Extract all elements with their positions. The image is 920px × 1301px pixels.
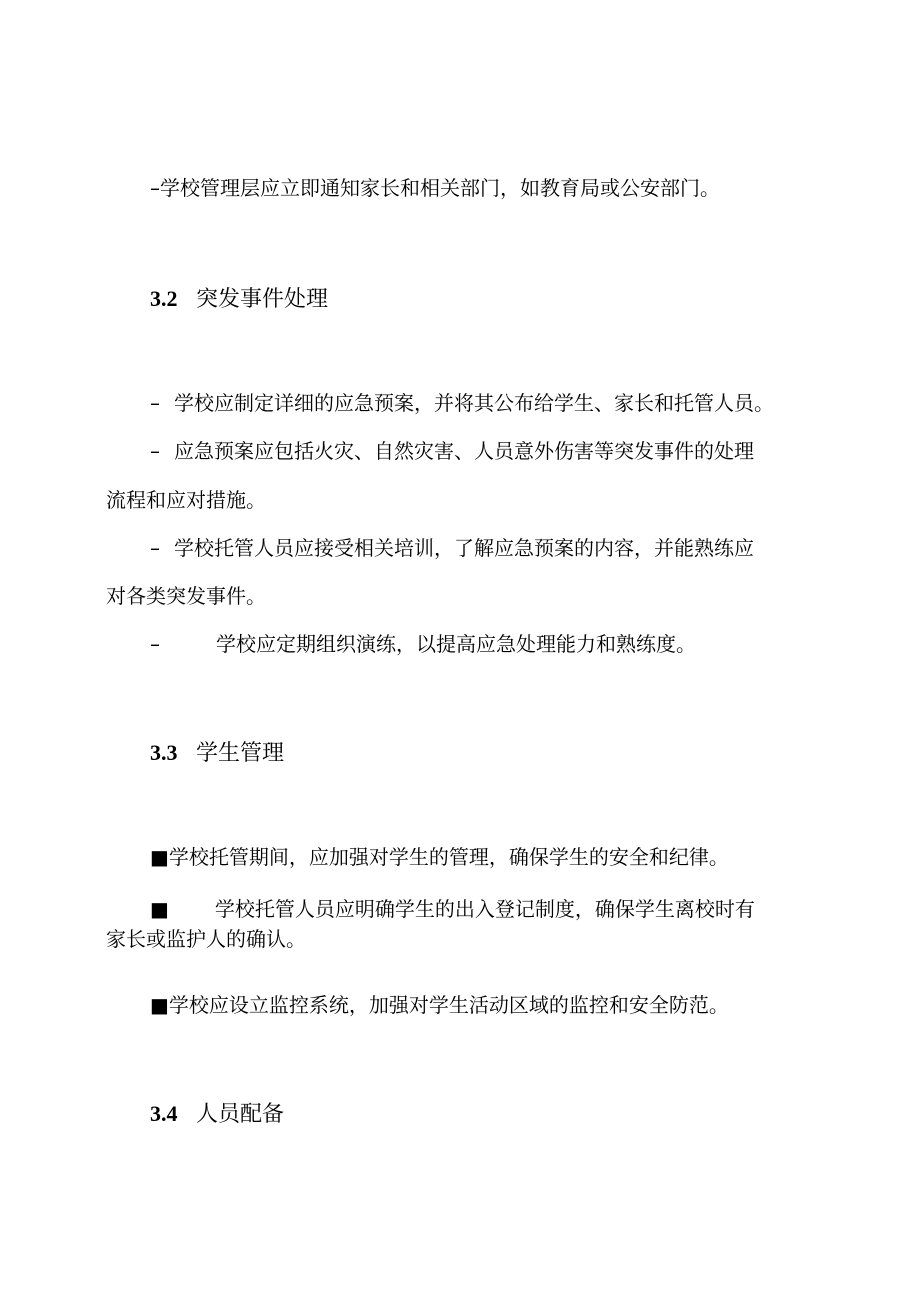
list-item-monitoring bbox=[150, 993, 729, 1017]
dash-marker: – bbox=[150, 632, 160, 656]
list-item-drills bbox=[150, 632, 696, 656]
square-bullet-icon: ■ bbox=[150, 993, 169, 1017]
section-heading-3-2 bbox=[150, 286, 328, 313]
section-heading-3-3 bbox=[150, 740, 284, 767]
list-item-text: 对各类突发事件。 bbox=[106, 584, 266, 608]
list-item-plan-contents bbox=[150, 439, 754, 463]
list-item-sign-in-system bbox=[150, 897, 755, 921]
paragraph-text: –学校管理层应立即通知家长和相关部门，如教育局或公安部门。 bbox=[150, 176, 720, 200]
list-item-continuation bbox=[106, 584, 266, 608]
section-number: 3.3 bbox=[150, 740, 178, 765]
dash-marker: – bbox=[150, 439, 160, 463]
section-number: 3.2 bbox=[150, 286, 178, 311]
dash-marker: – bbox=[150, 536, 160, 560]
list-item-text: 学校应设立监控系统，加强对学生活动区域的监控和安全防范。 bbox=[168, 993, 729, 1017]
square-bullet-icon: ■ bbox=[150, 897, 169, 921]
list-item-text: 学校托管期间，应加强对学生的管理，确保学生的安全和纪律。 bbox=[168, 845, 729, 869]
section-title: 突发事件处理 bbox=[196, 287, 329, 312]
list-item-text: 学校托管人员应明确学生的出入登记制度，确保学生离校时有 bbox=[214, 897, 755, 921]
list-item-text: 学校托管人员应接受相关培训，了解应急预案的内容，并能熟练应 bbox=[174, 536, 754, 560]
list-item-text: 流程和应对措施。 bbox=[106, 488, 266, 512]
list-item-emergency-plan bbox=[150, 391, 774, 415]
section-title: 人员配备 bbox=[196, 1102, 285, 1127]
list-item-text: 应急预案应包括火灾、自然灾害、人员意外伤害等突发事件的处理 bbox=[174, 439, 754, 463]
list-item-student-discipline bbox=[150, 845, 729, 869]
list-item-continuation bbox=[106, 927, 306, 951]
list-item-text: 学校应制定详细的应急预案，并将其公布给学生、家长和托管人员。 bbox=[174, 391, 774, 415]
list-item-text: 学校应定期组织演练，以提高应急处理能力和熟练度。 bbox=[216, 632, 696, 656]
section-title: 学生管理 bbox=[196, 741, 285, 766]
list-item-text: 家长或监护人的确认。 bbox=[106, 927, 306, 951]
list-item-staff-training bbox=[150, 536, 754, 560]
list-item-continuation bbox=[106, 488, 266, 512]
dash-marker: – bbox=[150, 391, 160, 415]
section-number: 3.4 bbox=[150, 1101, 178, 1126]
paragraph-notify-parents bbox=[150, 176, 720, 200]
section-heading-3-4 bbox=[150, 1101, 284, 1128]
square-bullet-icon: ■ bbox=[150, 845, 169, 869]
